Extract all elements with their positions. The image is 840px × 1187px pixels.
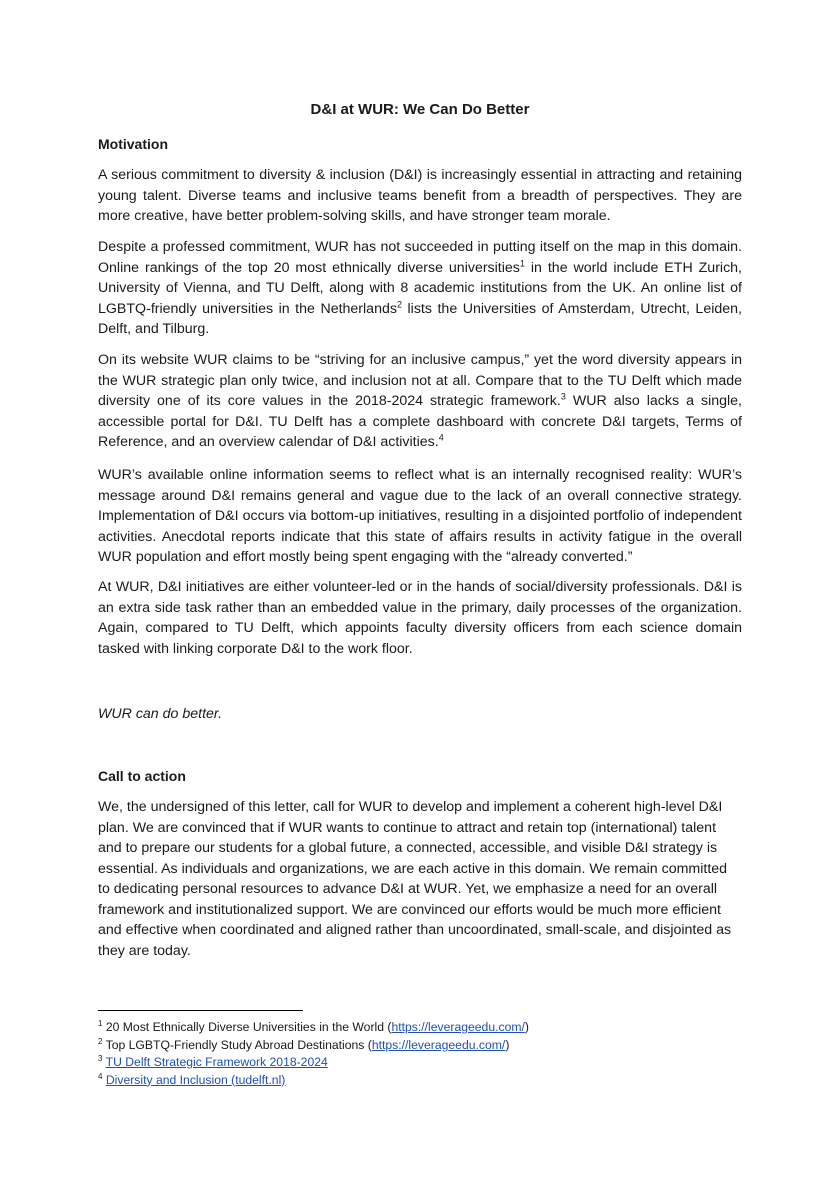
footnote-2: $^2$ Top LGBTQ-Friendly Study Abroad Destinations (https://leverageedu.com/): [98, 1036, 510, 1052]
footnote-4: $^4$ Diversity and Inclusion (tudelft.nl): [98, 1071, 286, 1087]
paragraph-6: We, the undersigned of this letter, call for WUR to develop and implement a coherent high-level D&I plan. We are convinced that if WUR wants to continue to attract and retain top (international) talent and to prepare our students for a global future, a connected, accessible, and visible D&I strategy is essential. As individuals and organizations, we are each active in this domain. We remain committed to dedicating personal resources to advance D&I at WUR. Yet, we emphasize a need for an overall framework and institutionalized support. We are convinced our efforts would be much more efficient and effective when coordinated and aligned rather than uncoordinated, small-scale, and disjointed as they are today.: [98, 799, 732, 959]
paragraph-4: WUR’s available online information seems to reflect what is an internally recognised reality: WUR’s message around D&I remains general and vague due to the lack of an overall connective strategy. Implementation of D&I occurs via bottom-up initiatives, resulting in a disjointed portfolio of independent activities. Anecdotal reports indicate that this state of affairs results in activity fatigue in the overall WUR population and effort mostly being spent engaging with the “already converted.”: [98, 467, 742, 565]
footnote-ref-2[interactable]: 2: [396, 298, 402, 309]
footnotes: [98, 1019, 529, 1089]
paragraph-2: Despite a professed commitment, WUR has not succeeded in putting itself on the map in this domain. Online rankings of the top 20 most ethnically diverse universities$^1$ in the world include ETH Zurich, University of Vienna, and TU Delft, along with 8 academic institutions from the UK. An online list of LGBTQ-friendly universities in the Netherlands$^2$ lists the Universities of Amsterdam, Utrecht, Leiden, Delft, and Tilburg.: [98, 239, 742, 337]
paragraph-3: On its website WUR claims to be “striving for an inclusive campus,” yet the word diversity appears in the WUR strategic plan only twice, and inclusion not at all. Compare that to the TU Delft which made diversity one of its core values in the 2018-2024 strategic framework.$^3$ WUR also lacks a single, accessible portal for D&I. TU Delft has a complete dashboard with concrete D&I targets, Terms of Reference, and an overview calendar of D&I activities.$^4$: [98, 352, 742, 450]
motivation-heading: Motivation: [98, 136, 168, 152]
footnote-separator: [98, 1010, 303, 1011]
footnote-3-link[interactable]: TU Delft Strategic Framework 2018-2024: [105, 1055, 328, 1069]
footnote-3: $^3$ TU Delft Strategic Framework 2018-2024: [98, 1053, 328, 1069]
page-title: D&I at WUR: We Can Do Better: [310, 101, 530, 118]
footnote-ref-1[interactable]: 1: [519, 257, 525, 268]
footnote-2-link[interactable]: https://leverageedu.com/: [371, 1037, 506, 1052]
footnote-4-link[interactable]: Diversity and Inclusion (tudelft.nl): [105, 1072, 286, 1087]
italic-statement: WUR can do better.: [98, 706, 223, 722]
footnote-ref-3[interactable]: 3: [560, 391, 566, 402]
footnote-1-link[interactable]: https://leverageedu.com/: [391, 1020, 525, 1034]
footnote-1: $^1$ 20 Most Ethnically Diverse Universities in the World (https://leverageedu.com/): [98, 1018, 529, 1034]
paragraph-1: A serious commitment to diversity & inclusion (D&I) is increasingly essential in attracting and retaining young talent. Diverse teams and inclusive teams benefit from a breadth of perspectives. They are more creative, have better problem-solving skills, and have stronger team morale.: [98, 167, 742, 224]
footnote-ref-4[interactable]: 4: [438, 432, 444, 443]
call-to-action-heading: Call to action: [98, 768, 186, 784]
paragraph-5: At WUR, D&I initiatives are either volunteer-led or in the hands of social/diversity professionals. D&I is an extra side task rather than an embedded value in the primary, daily processes of the organization. Again, compared to TU Delft, which appoints faculty diversity officers from each science domain tasked with linking corporate D&I to the work floor.: [98, 579, 742, 657]
